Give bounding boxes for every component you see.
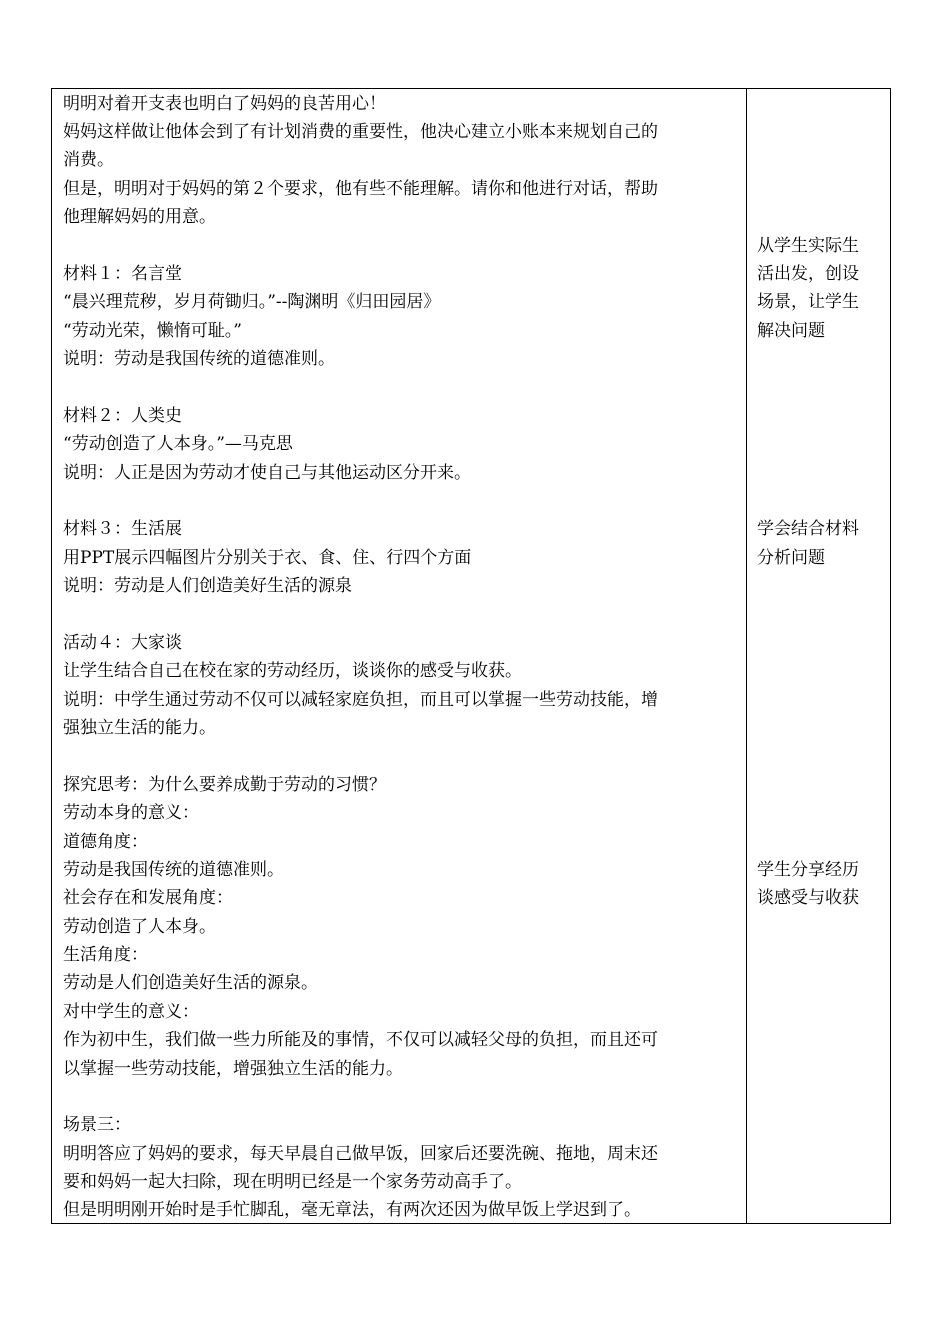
main-line: 消费。 [63, 150, 114, 170]
lesson-plan-table [51, 88, 891, 1224]
note-line: 谈感受与收获 [757, 888, 859, 908]
main-line: “晨兴理荒秽，岁月荷锄归。”--陶渊明《归田园居》 [63, 292, 441, 312]
material-heading: 材料２：人类史 [63, 406, 182, 426]
main-line: 生活角度： [63, 945, 148, 965]
main-line: 用PPT展示四幅图片分别关于衣、食、住、行四个方面 [63, 548, 472, 568]
main-line: 劳动是人们创造美好生活的源泉。 [63, 973, 318, 993]
note-line: 从学生实际生 [757, 236, 859, 256]
main-line: 强独立生活的能力。 [63, 718, 216, 738]
scene-heading: 场景三： [63, 1115, 131, 1135]
main-line: 说明：人正是因为劳动才使自己与其他运动区分开来。 [63, 463, 471, 483]
main-line: 但是，明明对于妈妈的第２个要求，他有些不能理解。请你和他进行对话，帮助 [63, 179, 658, 199]
material-heading: 材料１：名言堂 [63, 264, 182, 284]
main-line: 他理解妈妈的用意。 [63, 207, 216, 227]
note-line: 学会结合材料 [757, 519, 859, 539]
main-line: 明明对着开支表也明白了妈妈的良苦用心！ [63, 94, 386, 114]
note-line: 解决问题 [757, 321, 825, 341]
main-line: 劳动是我国传统的道德准则。 [63, 860, 284, 880]
note-line: 分析问题 [757, 548, 825, 568]
main-line: 让学生结合自己在校在家的劳动经历，谈谈你的感受与收获。 [63, 661, 522, 681]
activity-heading: 活动４：大家谈 [63, 633, 182, 653]
column-divider [746, 89, 747, 1223]
main-line: 作为初中生，我们做一些力所能及的事情，不仅可以减轻父母的负担，而且还可 [63, 1030, 658, 1050]
main-line: 说明：劳动是人们创造美好生活的源泉 [63, 576, 352, 596]
main-line: 说明：中学生通过劳动不仅可以减轻家庭负担，而且可以掌握一些劳动技能，增 [63, 690, 658, 710]
main-line: “劳动光荣，懒惰可耻。” [63, 321, 242, 341]
main-line: 社会存在和发展角度： [63, 888, 233, 908]
material-heading: 材料３：生活展 [63, 519, 182, 539]
main-line: 说明：劳动是我国传统的道德准则。 [63, 349, 335, 369]
main-line: 对中学生的意义： [63, 1002, 199, 1022]
note-line: 学生分享经历 [757, 860, 859, 880]
main-line: 妈妈这样做让他体会到了有计划消费的重要性，他决心建立小账本来规划自己的 [63, 122, 658, 142]
main-line: 明明答应了妈妈的要求，每天早晨自己做早饭，回家后还要洗碗、拖地，周末还 [63, 1144, 658, 1164]
main-line: 劳动本身的意义： [63, 803, 199, 823]
main-line: 道德角度： [63, 832, 148, 852]
inquiry-heading: 探究思考：为什么要养成勤于劳动的习惯？ [63, 775, 386, 795]
main-line: 要和妈妈一起大扫除，现在明明已经是一个家务劳动高手了。 [63, 1172, 522, 1192]
note-line: 活出发，创设 [757, 264, 859, 284]
main-line: 但是明明刚开始时是手忙脚乱，毫无章法，有两次还因为做早饭上学迟到了。 [63, 1200, 641, 1220]
main-line: “劳动创造了人本身。”—马克思 [63, 434, 293, 454]
main-line: 劳动创造了人本身。 [63, 917, 216, 937]
main-line: 以掌握一些劳动技能，增强独立生活的能力。 [63, 1059, 403, 1079]
note-line: 场景，让学生 [757, 292, 859, 312]
